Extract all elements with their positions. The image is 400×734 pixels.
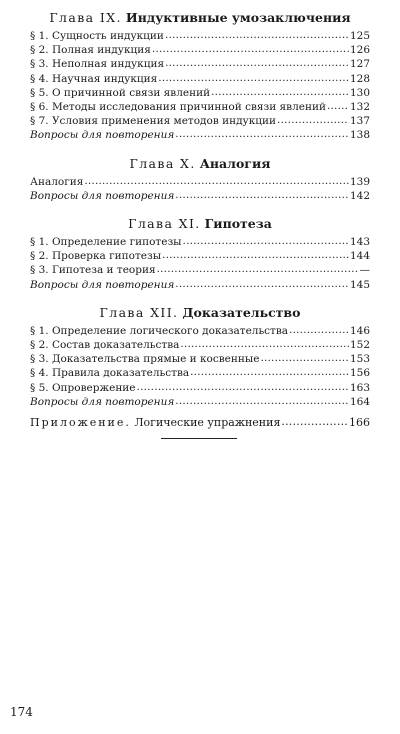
page-number: 174 — [10, 705, 33, 719]
toc-entry-page: 137 — [349, 115, 370, 128]
toc-entry-label: § 3. Неполная индукция — [30, 58, 165, 71]
toc-entry-page: 126 — [349, 44, 370, 57]
toc-entry — [30, 100, 370, 114]
toc-entry — [30, 86, 370, 100]
toc-leader-dots — [165, 28, 349, 42]
chapter-section-x — [30, 156, 370, 203]
toc-entry — [30, 249, 370, 263]
toc-leader-dots — [175, 277, 349, 291]
toc-entry — [30, 29, 370, 43]
chapter-heading — [30, 156, 370, 172]
toc-entry — [30, 175, 370, 189]
chapter-prefix: Глава XII. — [99, 304, 179, 320]
toc-entry-page: 139 — [349, 175, 370, 188]
chapter-heading — [30, 305, 370, 321]
toc-entry-page: 127 — [349, 58, 370, 71]
toc-leader-dots — [152, 42, 349, 56]
toc-leader-dots — [289, 323, 349, 337]
chapter-section-ix — [30, 10, 370, 143]
toc-entry-page: 144 — [349, 250, 370, 263]
chapter-prefix: Глава IX. — [49, 10, 122, 25]
toc-entry-page: 143 — [349, 236, 370, 249]
toc-entry — [30, 352, 370, 366]
toc-leader-dots — [157, 262, 359, 276]
toc-leader-dots — [190, 365, 349, 379]
toc-entry-label: Вопросы для повторения — [30, 129, 175, 142]
toc-entry-page: 132 — [349, 101, 370, 114]
toc-entry-page: 153 — [349, 353, 370, 366]
toc-entry-page: 125 — [349, 30, 370, 42]
toc-entry-page: 163 — [349, 381, 370, 394]
toc-entry-label: Вопросы для повторения — [30, 395, 175, 408]
toc-entry — [30, 72, 370, 86]
toc-entry-page: 128 — [349, 72, 370, 85]
toc-entry-label: § 1. Сущность индукции — [30, 30, 164, 42]
toc-entry-label: § 3. Доказательства прямые и косвенные — [30, 353, 260, 366]
toc-entry-page: 146 — [349, 324, 370, 337]
toc-entry-page: 156 — [349, 367, 370, 380]
toc-entry-review-questions — [30, 189, 370, 203]
toc-leader-dots — [277, 113, 349, 127]
toc-entry-page: — — [359, 264, 370, 277]
toc-leader-dots — [260, 351, 349, 365]
appendix-prefix: Приложение. — [30, 416, 131, 430]
toc-leader-dots — [84, 174, 349, 188]
toc-entry-page: 130 — [349, 86, 370, 99]
toc-leader-dots — [162, 248, 349, 262]
toc-entry-label: § 1. Определение гипотезы — [30, 236, 182, 249]
toc-leader-dots — [211, 85, 349, 99]
divider-rule — [161, 438, 237, 439]
table-of-contents — [30, 10, 370, 430]
toc-entry-label: § 4. Правила доказательства — [30, 367, 190, 380]
toc-entry-label: § 4. Научная индукция — [30, 72, 158, 85]
toc-entry-review-questions — [30, 128, 370, 142]
toc-entry-label: § 5. О причинной связи явлений — [30, 86, 211, 99]
toc-leader-dots — [158, 71, 349, 85]
toc-entry-label: § 6. Методы исследования причинной связи явлений — [30, 101, 326, 114]
toc-leader-dots — [175, 188, 349, 202]
toc-entry-review-questions — [30, 278, 370, 292]
toc-entry — [30, 114, 370, 128]
chapter-heading — [30, 10, 370, 26]
toc-entry-label: § 1. Определение логического доказательства — [30, 324, 289, 337]
toc-leader-dots — [165, 56, 349, 70]
toc-entry — [30, 381, 370, 395]
toc-leader-dots — [327, 99, 349, 113]
chapter-title: Индуктивные умозаключения — [125, 10, 351, 25]
toc-entry — [30, 324, 370, 338]
toc-leader-dots — [281, 415, 348, 429]
toc-entry-page: 142 — [349, 189, 370, 202]
chapter-heading — [30, 216, 370, 232]
toc-entry-label: § 3. Гипотеза и теория — [30, 264, 156, 277]
toc-entry-label: Вопросы для повторения — [30, 189, 175, 202]
toc-entry — [30, 235, 370, 249]
chapter-title: Аналогия — [199, 155, 271, 171]
toc-entry — [30, 263, 370, 277]
toc-entry-label: § 2. Состав доказательства — [30, 339, 180, 352]
toc-entry — [30, 43, 370, 57]
toc-entry-review-questions — [30, 395, 370, 409]
toc-entry-label: § 5. Опровержение — [30, 381, 136, 394]
toc-entry — [30, 338, 370, 352]
toc-entry-label — [30, 416, 280, 430]
toc-entry-page: 164 — [349, 395, 370, 408]
chapter-section-xi — [30, 216, 370, 292]
toc-leader-dots — [180, 337, 349, 351]
chapter-prefix: Глава X. — [129, 155, 196, 171]
toc-entry-page: 152 — [349, 339, 370, 352]
toc-entry-page: 166 — [349, 416, 370, 430]
chapter-title: Доказательство — [182, 304, 301, 320]
chapter-title: Гипотеза — [204, 216, 272, 232]
toc-entry-label: Вопросы для повторения — [30, 278, 175, 291]
toc-leader-dots — [183, 234, 349, 248]
toc-entry-page: 145 — [349, 278, 370, 291]
chapter-section-xii — [30, 305, 370, 409]
appendix-title: Логические упражнения — [134, 416, 281, 430]
toc-entry — [30, 366, 370, 380]
toc-entry-label: § 7. Условия применения методов индукции — [30, 115, 277, 128]
toc-entry-page: 138 — [349, 129, 370, 142]
toc-entry-label: § 2. Полная индукция — [30, 44, 151, 57]
chapter-prefix: Глава XI. — [128, 216, 201, 232]
toc-leader-dots — [175, 394, 349, 408]
toc-entry-appendix — [30, 416, 370, 430]
toc-leader-dots — [175, 127, 349, 141]
toc-leader-dots — [137, 380, 349, 394]
toc-entry-label: § 2. Проверка гипотезы — [30, 250, 162, 263]
toc-entry — [30, 57, 370, 71]
toc-entry-label: Аналогия — [30, 175, 84, 188]
